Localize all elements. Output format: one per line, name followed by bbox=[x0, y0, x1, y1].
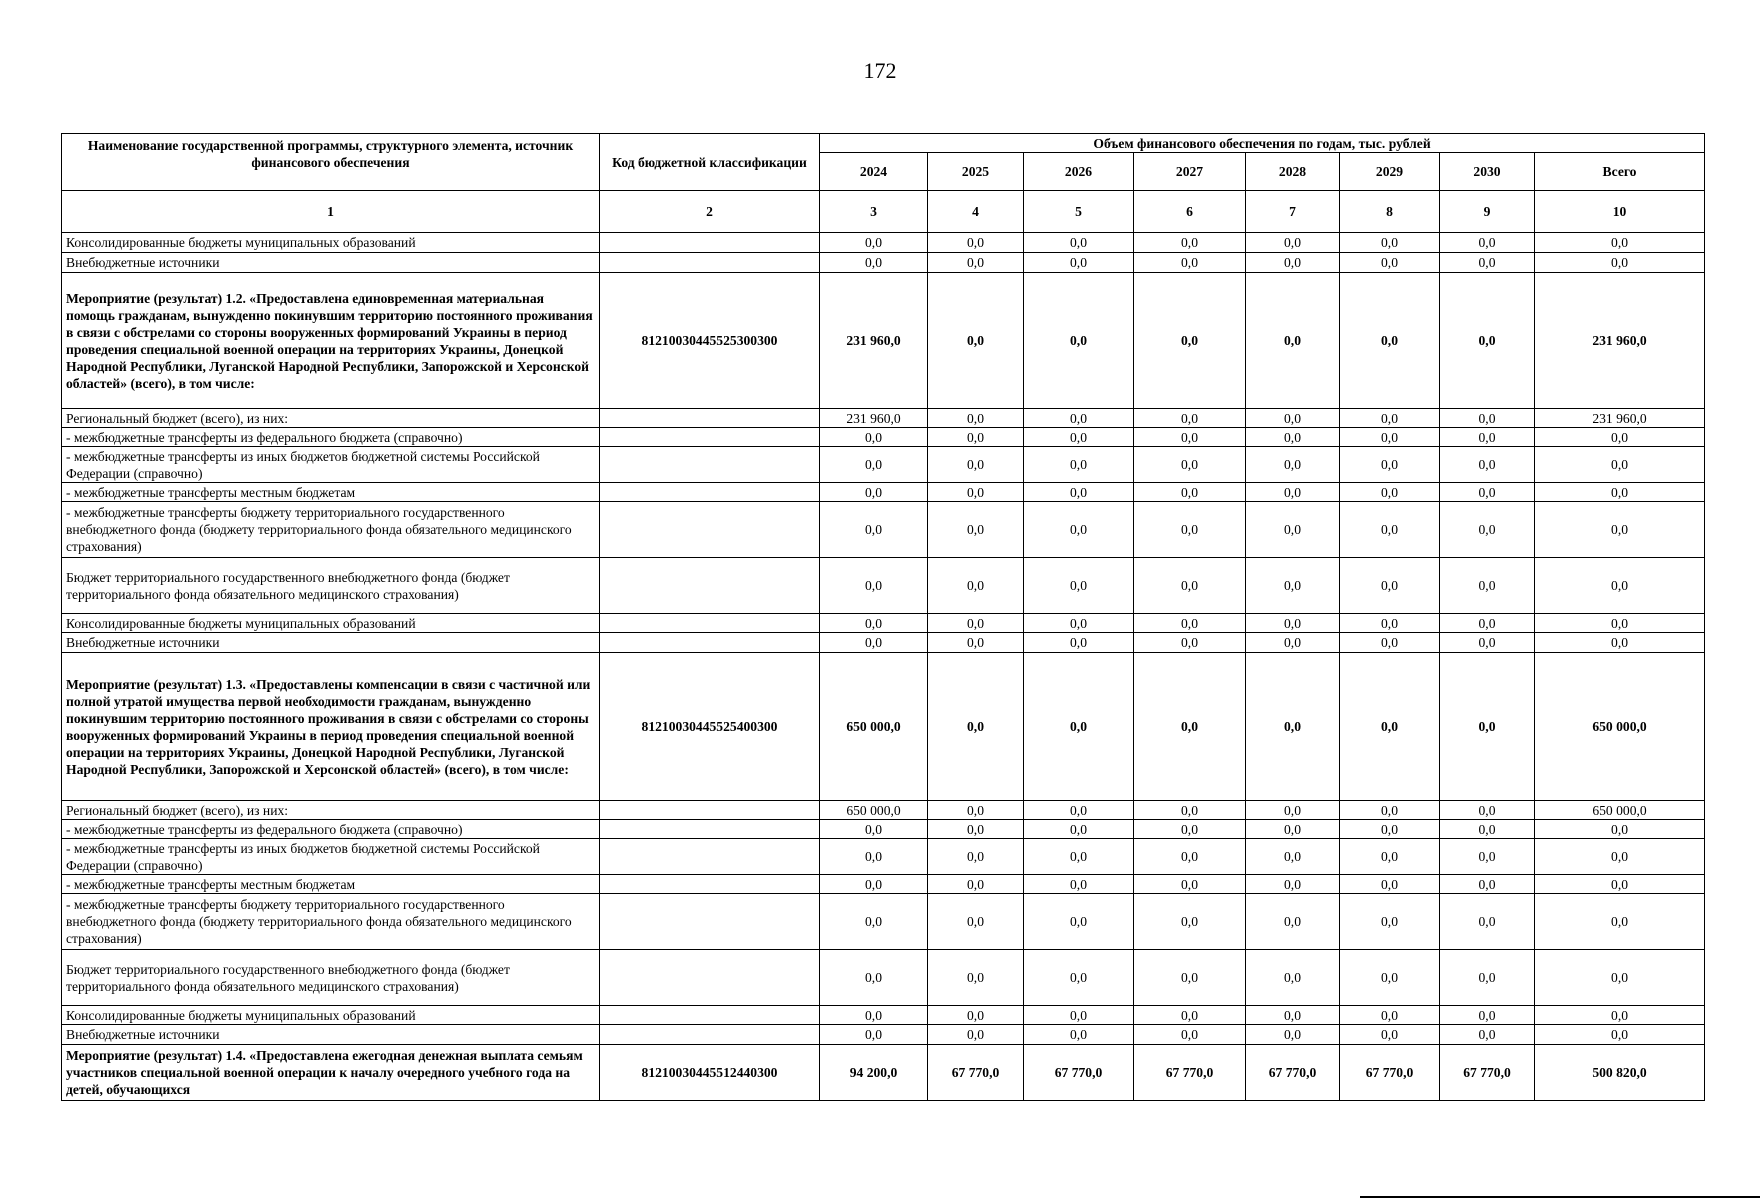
row-code bbox=[600, 894, 820, 950]
row-value: 0,0 bbox=[820, 253, 928, 273]
row-value: 0,0 bbox=[928, 653, 1024, 801]
row-code bbox=[600, 558, 820, 614]
header-years-group: Объем финансового обеспечения по годам, тыс. рублей bbox=[820, 134, 1705, 153]
row-value: 0,0 bbox=[1246, 614, 1340, 633]
row-value: 0,0 bbox=[1440, 233, 1535, 253]
row-name: - межбюджетные трансферты местным бюджетам bbox=[62, 875, 600, 894]
row-value: 0,0 bbox=[820, 875, 928, 894]
row-value: 0,0 bbox=[928, 447, 1024, 483]
row-value: 0,0 bbox=[1024, 483, 1134, 502]
row-value: 0,0 bbox=[1024, 1025, 1134, 1045]
row-name: Консолидированные бюджеты муниципальных образований bbox=[62, 614, 600, 633]
table-row bbox=[62, 614, 1705, 633]
row-total: 650 000,0 bbox=[1535, 653, 1705, 801]
column-number: 4 bbox=[928, 191, 1024, 233]
row-total: 0,0 bbox=[1535, 950, 1705, 1006]
row-value: 0,0 bbox=[928, 894, 1024, 950]
row-value: 0,0 bbox=[1440, 447, 1535, 483]
table-row bbox=[62, 801, 1705, 820]
row-value: 0,0 bbox=[1340, 839, 1440, 875]
row-value: 0,0 bbox=[820, 820, 928, 839]
row-name: - межбюджетные трансферты из федерального бюджета (справочно) bbox=[62, 820, 600, 839]
header-code-col: Код бюджетной классификации bbox=[600, 134, 820, 191]
row-code bbox=[600, 233, 820, 253]
row-total: 231 960,0 bbox=[1535, 273, 1705, 409]
row-value: 0,0 bbox=[1024, 253, 1134, 273]
row-value: 0,0 bbox=[1134, 233, 1246, 253]
row-name: - межбюджетные трансферты из федерального бюджета (справочно) bbox=[62, 428, 600, 447]
row-name: - межбюджетные трансферты из иных бюджетов бюджетной системы Российской Федерации (справочно) bbox=[62, 447, 600, 483]
row-value: 0,0 bbox=[1134, 950, 1246, 1006]
row-name: Мероприятие (результат) 1.3. «Предоставлены компенсации в связи с частичной или полной утратой имущества первой необходимости гражданам, вынужденно покинувшим территорию постоянного проживания в связи с обстрелами со стороны вооруженных формирований Украины в период проведения специальной военной операции на территориях Украины, Донецкой Народной Республики, Луганской Народной Республики, Запорожской и Херсонской областей» (всего), в том числе: bbox=[62, 653, 600, 801]
row-total: 0,0 bbox=[1535, 428, 1705, 447]
column-number: 2 bbox=[600, 191, 820, 233]
row-value: 0,0 bbox=[1340, 502, 1440, 558]
row-value: 0,0 bbox=[1134, 820, 1246, 839]
row-total: 0,0 bbox=[1535, 558, 1705, 614]
row-name: Региональный бюджет (всего), из них: bbox=[62, 409, 600, 428]
row-value: 0,0 bbox=[820, 447, 928, 483]
row-value: 0,0 bbox=[1440, 950, 1535, 1006]
row-code bbox=[600, 1006, 820, 1025]
row-name: Внебюджетные источники bbox=[62, 253, 600, 273]
row-value: 0,0 bbox=[928, 801, 1024, 820]
row-value: 67 770,0 bbox=[1024, 1045, 1134, 1101]
row-name: - межбюджетные трансферты из иных бюджетов бюджетной системы Российской Федерации (справочно) bbox=[62, 839, 600, 875]
table-row bbox=[62, 950, 1705, 1006]
row-code bbox=[600, 820, 820, 839]
row-value: 67 770,0 bbox=[928, 1045, 1024, 1101]
row-total: 0,0 bbox=[1535, 614, 1705, 633]
row-value: 0,0 bbox=[1440, 894, 1535, 950]
table-row bbox=[62, 839, 1705, 875]
row-value: 0,0 bbox=[1134, 428, 1246, 447]
row-value: 0,0 bbox=[1340, 614, 1440, 633]
row-value: 0,0 bbox=[1440, 820, 1535, 839]
row-value: 0,0 bbox=[1134, 1006, 1246, 1025]
row-value: 0,0 bbox=[1246, 273, 1340, 409]
row-value: 0,0 bbox=[1440, 502, 1535, 558]
row-code bbox=[600, 839, 820, 875]
row-value: 0,0 bbox=[1440, 839, 1535, 875]
row-value: 0,0 bbox=[1024, 875, 1134, 894]
row-value: 0,0 bbox=[1340, 875, 1440, 894]
row-value: 0,0 bbox=[1340, 1025, 1440, 1045]
row-total: 0,0 bbox=[1535, 253, 1705, 273]
column-number: 9 bbox=[1440, 191, 1535, 233]
row-value: 0,0 bbox=[928, 875, 1024, 894]
table-row bbox=[62, 409, 1705, 428]
row-value: 0,0 bbox=[1340, 820, 1440, 839]
row-code bbox=[600, 447, 820, 483]
row-value: 0,0 bbox=[820, 633, 928, 653]
row-value: 0,0 bbox=[1340, 1006, 1440, 1025]
row-value: 0,0 bbox=[1440, 614, 1535, 633]
row-total: 0,0 bbox=[1535, 633, 1705, 653]
header-year: 2027 bbox=[1134, 153, 1246, 191]
row-value: 0,0 bbox=[928, 409, 1024, 428]
row-value: 0,0 bbox=[1134, 1025, 1246, 1045]
row-value: 0,0 bbox=[1246, 839, 1340, 875]
row-total: 0,0 bbox=[1535, 483, 1705, 502]
header-name-col: Наименование государственной программы, структурного элемента, источник финансового обеспечения bbox=[62, 134, 600, 191]
row-code bbox=[600, 801, 820, 820]
row-value: 0,0 bbox=[1440, 273, 1535, 409]
header-row-1 bbox=[62, 134, 1705, 153]
row-value: 0,0 bbox=[1340, 483, 1440, 502]
budget-table bbox=[61, 133, 1705, 1101]
row-value: 0,0 bbox=[1024, 653, 1134, 801]
row-value: 650 000,0 bbox=[820, 653, 928, 801]
row-value: 0,0 bbox=[1134, 502, 1246, 558]
header-year: 2024 bbox=[820, 153, 928, 191]
row-value: 0,0 bbox=[820, 894, 928, 950]
row-value: 0,0 bbox=[1440, 801, 1535, 820]
header-numbers-row bbox=[62, 191, 1705, 233]
row-value: 0,0 bbox=[1440, 1006, 1535, 1025]
bottom-rule bbox=[1360, 1196, 1760, 1198]
row-code bbox=[600, 1025, 820, 1045]
row-value: 0,0 bbox=[1134, 409, 1246, 428]
table-row bbox=[62, 273, 1705, 409]
row-value: 0,0 bbox=[1024, 447, 1134, 483]
row-total: 0,0 bbox=[1535, 839, 1705, 875]
row-value: 0,0 bbox=[1024, 820, 1134, 839]
row-code: 81210030445512440300 bbox=[600, 1045, 820, 1101]
row-value: 0,0 bbox=[1024, 273, 1134, 409]
row-value: 0,0 bbox=[1440, 428, 1535, 447]
row-name: Бюджет территориального государственного внебюджетного фонда (бюджет территориального фонда обязательного медицинского страхования) bbox=[62, 558, 600, 614]
row-value: 0,0 bbox=[1340, 447, 1440, 483]
row-name: - межбюджетные трансферты бюджету территориального государственного внебюджетного фонда (бюджету территориального фонда обязательного медицинского страхования) bbox=[62, 894, 600, 950]
row-value: 0,0 bbox=[1440, 1025, 1535, 1045]
row-value: 0,0 bbox=[1340, 894, 1440, 950]
row-value: 0,0 bbox=[928, 820, 1024, 839]
row-value: 0,0 bbox=[1246, 1025, 1340, 1045]
row-total: 0,0 bbox=[1535, 233, 1705, 253]
row-value: 0,0 bbox=[1246, 894, 1340, 950]
row-value: 0,0 bbox=[1246, 502, 1340, 558]
header-year: 2029 bbox=[1340, 153, 1440, 191]
table-row bbox=[62, 653, 1705, 801]
row-value: 0,0 bbox=[1246, 409, 1340, 428]
row-name: Внебюджетные источники bbox=[62, 633, 600, 653]
row-value: 0,0 bbox=[928, 950, 1024, 1006]
header-total: Всего bbox=[1535, 153, 1705, 191]
row-code bbox=[600, 502, 820, 558]
table-row bbox=[62, 253, 1705, 273]
row-value: 0,0 bbox=[1024, 409, 1134, 428]
row-value: 0,0 bbox=[928, 483, 1024, 502]
row-value: 0,0 bbox=[1340, 653, 1440, 801]
header-year: 2030 bbox=[1440, 153, 1535, 191]
row-value: 0,0 bbox=[820, 558, 928, 614]
row-value: 0,0 bbox=[1246, 558, 1340, 614]
row-code bbox=[600, 428, 820, 447]
table-row bbox=[62, 428, 1705, 447]
row-value: 0,0 bbox=[1134, 801, 1246, 820]
row-value: 0,0 bbox=[820, 614, 928, 633]
row-value: 67 770,0 bbox=[1134, 1045, 1246, 1101]
row-value: 0,0 bbox=[1246, 801, 1340, 820]
row-code bbox=[600, 633, 820, 653]
column-number: 3 bbox=[820, 191, 928, 233]
page-number: 172 bbox=[863, 58, 897, 83]
row-name: - межбюджетные трансферты местным бюджетам bbox=[62, 483, 600, 502]
row-value: 0,0 bbox=[928, 233, 1024, 253]
column-number: 5 bbox=[1024, 191, 1134, 233]
row-code bbox=[600, 253, 820, 273]
row-value: 0,0 bbox=[1134, 614, 1246, 633]
row-total: 0,0 bbox=[1535, 502, 1705, 558]
row-value: 0,0 bbox=[928, 428, 1024, 447]
row-value: 0,0 bbox=[1440, 558, 1535, 614]
row-value: 0,0 bbox=[1340, 428, 1440, 447]
row-value: 0,0 bbox=[1340, 233, 1440, 253]
row-value: 0,0 bbox=[1246, 653, 1340, 801]
table-row bbox=[62, 1025, 1705, 1045]
row-value: 0,0 bbox=[1340, 801, 1440, 820]
row-value: 67 770,0 bbox=[1440, 1045, 1535, 1101]
header-year: 2028 bbox=[1246, 153, 1340, 191]
row-value: 0,0 bbox=[820, 1025, 928, 1045]
row-value: 0,0 bbox=[1246, 428, 1340, 447]
row-value: 0,0 bbox=[1246, 447, 1340, 483]
row-value: 0,0 bbox=[1246, 233, 1340, 253]
row-value: 0,0 bbox=[1134, 253, 1246, 273]
row-name: Мероприятие (результат) 1.2. «Предоставлена единовременная материальная помощь гражданам, вынужденно покинувшим территорию постоянного проживания в связи с обстрелами со стороны вооруженных формирований Украины в период проведения специальной военной операции на территориях Украины, Донецкой Народной Республики, Луганской Народной Республики, Запорожской и Херсонской областей» (всего), в том числе: bbox=[62, 273, 600, 409]
row-total: 0,0 bbox=[1535, 820, 1705, 839]
row-value: 0,0 bbox=[928, 253, 1024, 273]
row-value: 0,0 bbox=[1246, 633, 1340, 653]
row-value: 0,0 bbox=[1440, 483, 1535, 502]
row-value: 0,0 bbox=[1246, 820, 1340, 839]
row-value: 0,0 bbox=[928, 1006, 1024, 1025]
row-value: 0,0 bbox=[1134, 875, 1246, 894]
row-total: 231 960,0 bbox=[1535, 409, 1705, 428]
row-code bbox=[600, 950, 820, 1006]
row-value: 0,0 bbox=[928, 1025, 1024, 1045]
row-value: 231 960,0 bbox=[820, 409, 928, 428]
table-row bbox=[62, 502, 1705, 558]
row-value: 0,0 bbox=[1340, 409, 1440, 428]
row-name: Консолидированные бюджеты муниципальных образований bbox=[62, 233, 600, 253]
row-total: 0,0 bbox=[1535, 1006, 1705, 1025]
table-row bbox=[62, 558, 1705, 614]
row-value: 0,0 bbox=[1134, 447, 1246, 483]
table-row bbox=[62, 483, 1705, 502]
row-value: 0,0 bbox=[1024, 428, 1134, 447]
table-row bbox=[62, 894, 1705, 950]
column-number: 10 bbox=[1535, 191, 1705, 233]
row-value: 0,0 bbox=[1134, 273, 1246, 409]
row-value: 0,0 bbox=[928, 839, 1024, 875]
header-year: 2025 bbox=[928, 153, 1024, 191]
row-name: Внебюджетные источники bbox=[62, 1025, 600, 1045]
row-value: 0,0 bbox=[1024, 558, 1134, 614]
row-value: 0,0 bbox=[1340, 273, 1440, 409]
row-value: 0,0 bbox=[820, 950, 928, 1006]
row-name: - межбюджетные трансферты бюджету территориального государственного внебюджетного фонда (бюджету территориального фонда обязательного медицинского страхования) bbox=[62, 502, 600, 558]
row-code: 81210030445525400300 bbox=[600, 653, 820, 801]
row-value: 0,0 bbox=[820, 428, 928, 447]
row-code bbox=[600, 614, 820, 633]
row-value: 231 960,0 bbox=[820, 273, 928, 409]
row-value: 0,0 bbox=[820, 839, 928, 875]
header-year: 2026 bbox=[1024, 153, 1134, 191]
column-number: 6 bbox=[1134, 191, 1246, 233]
row-value: 67 770,0 bbox=[1246, 1045, 1340, 1101]
table-row bbox=[62, 633, 1705, 653]
row-value: 0,0 bbox=[928, 558, 1024, 614]
row-value: 0,0 bbox=[1024, 1006, 1134, 1025]
row-value: 0,0 bbox=[928, 502, 1024, 558]
row-value: 0,0 bbox=[928, 633, 1024, 653]
row-value: 0,0 bbox=[1246, 253, 1340, 273]
row-total: 0,0 bbox=[1535, 447, 1705, 483]
row-value: 0,0 bbox=[1134, 839, 1246, 875]
column-number: 7 bbox=[1246, 191, 1340, 233]
row-value: 0,0 bbox=[1246, 483, 1340, 502]
row-value: 0,0 bbox=[1024, 894, 1134, 950]
column-number: 1 bbox=[62, 191, 600, 233]
row-total: 650 000,0 bbox=[1535, 801, 1705, 820]
row-value: 0,0 bbox=[1134, 653, 1246, 801]
row-value: 0,0 bbox=[1340, 558, 1440, 614]
row-value: 0,0 bbox=[1024, 614, 1134, 633]
row-name: Региональный бюджет (всего), из них: bbox=[62, 801, 600, 820]
row-value: 0,0 bbox=[820, 1006, 928, 1025]
row-value: 0,0 bbox=[1340, 633, 1440, 653]
row-value: 0,0 bbox=[1440, 875, 1535, 894]
row-value: 0,0 bbox=[1340, 950, 1440, 1006]
row-value: 650 000,0 bbox=[820, 801, 928, 820]
row-value: 0,0 bbox=[820, 502, 928, 558]
table-body bbox=[62, 233, 1705, 1101]
row-value: 0,0 bbox=[1440, 253, 1535, 273]
row-value: 94 200,0 bbox=[820, 1045, 928, 1101]
row-value: 0,0 bbox=[1024, 839, 1134, 875]
column-number: 8 bbox=[1340, 191, 1440, 233]
row-code bbox=[600, 483, 820, 502]
row-value: 0,0 bbox=[1134, 894, 1246, 950]
row-value: 0,0 bbox=[1440, 633, 1535, 653]
row-value: 0,0 bbox=[820, 483, 928, 502]
row-value: 0,0 bbox=[1134, 633, 1246, 653]
table-row bbox=[62, 820, 1705, 839]
table-row bbox=[62, 233, 1705, 253]
row-value: 0,0 bbox=[928, 614, 1024, 633]
row-value: 0,0 bbox=[928, 273, 1024, 409]
row-total: 0,0 bbox=[1535, 894, 1705, 950]
row-value: 0,0 bbox=[1024, 950, 1134, 1006]
row-code: 81210030445525300300 bbox=[600, 273, 820, 409]
row-value: 0,0 bbox=[820, 233, 928, 253]
row-value: 0,0 bbox=[1246, 950, 1340, 1006]
row-name: Мероприятие (результат) 1.4. «Предоставлена ежегодная денежная выплата семьям участников специальной военной операции к началу очередного учебного года на детей, обучающихся bbox=[62, 1045, 600, 1101]
row-value: 67 770,0 bbox=[1340, 1045, 1440, 1101]
row-value: 0,0 bbox=[1340, 253, 1440, 273]
row-value: 0,0 bbox=[1440, 653, 1535, 801]
table-row bbox=[62, 447, 1705, 483]
table-row bbox=[62, 875, 1705, 894]
table-row bbox=[62, 1045, 1705, 1101]
row-value: 0,0 bbox=[1024, 502, 1134, 558]
row-total: 500 820,0 bbox=[1535, 1045, 1705, 1101]
row-value: 0,0 bbox=[1246, 875, 1340, 894]
row-name: Консолидированные бюджеты муниципальных образований bbox=[62, 1006, 600, 1025]
table-row bbox=[62, 1006, 1705, 1025]
row-value: 0,0 bbox=[1024, 801, 1134, 820]
row-value: 0,0 bbox=[1246, 1006, 1340, 1025]
row-total: 0,0 bbox=[1535, 875, 1705, 894]
row-value: 0,0 bbox=[1134, 558, 1246, 614]
row-value: 0,0 bbox=[1134, 483, 1246, 502]
row-name: Бюджет территориального государственного внебюджетного фонда (бюджет территориального фонда обязательного медицинского страхования) bbox=[62, 950, 600, 1006]
row-value: 0,0 bbox=[1024, 633, 1134, 653]
row-code bbox=[600, 875, 820, 894]
row-code bbox=[600, 409, 820, 428]
row-total: 0,0 bbox=[1535, 1025, 1705, 1045]
row-value: 0,0 bbox=[1024, 233, 1134, 253]
row-value: 0,0 bbox=[1440, 409, 1535, 428]
